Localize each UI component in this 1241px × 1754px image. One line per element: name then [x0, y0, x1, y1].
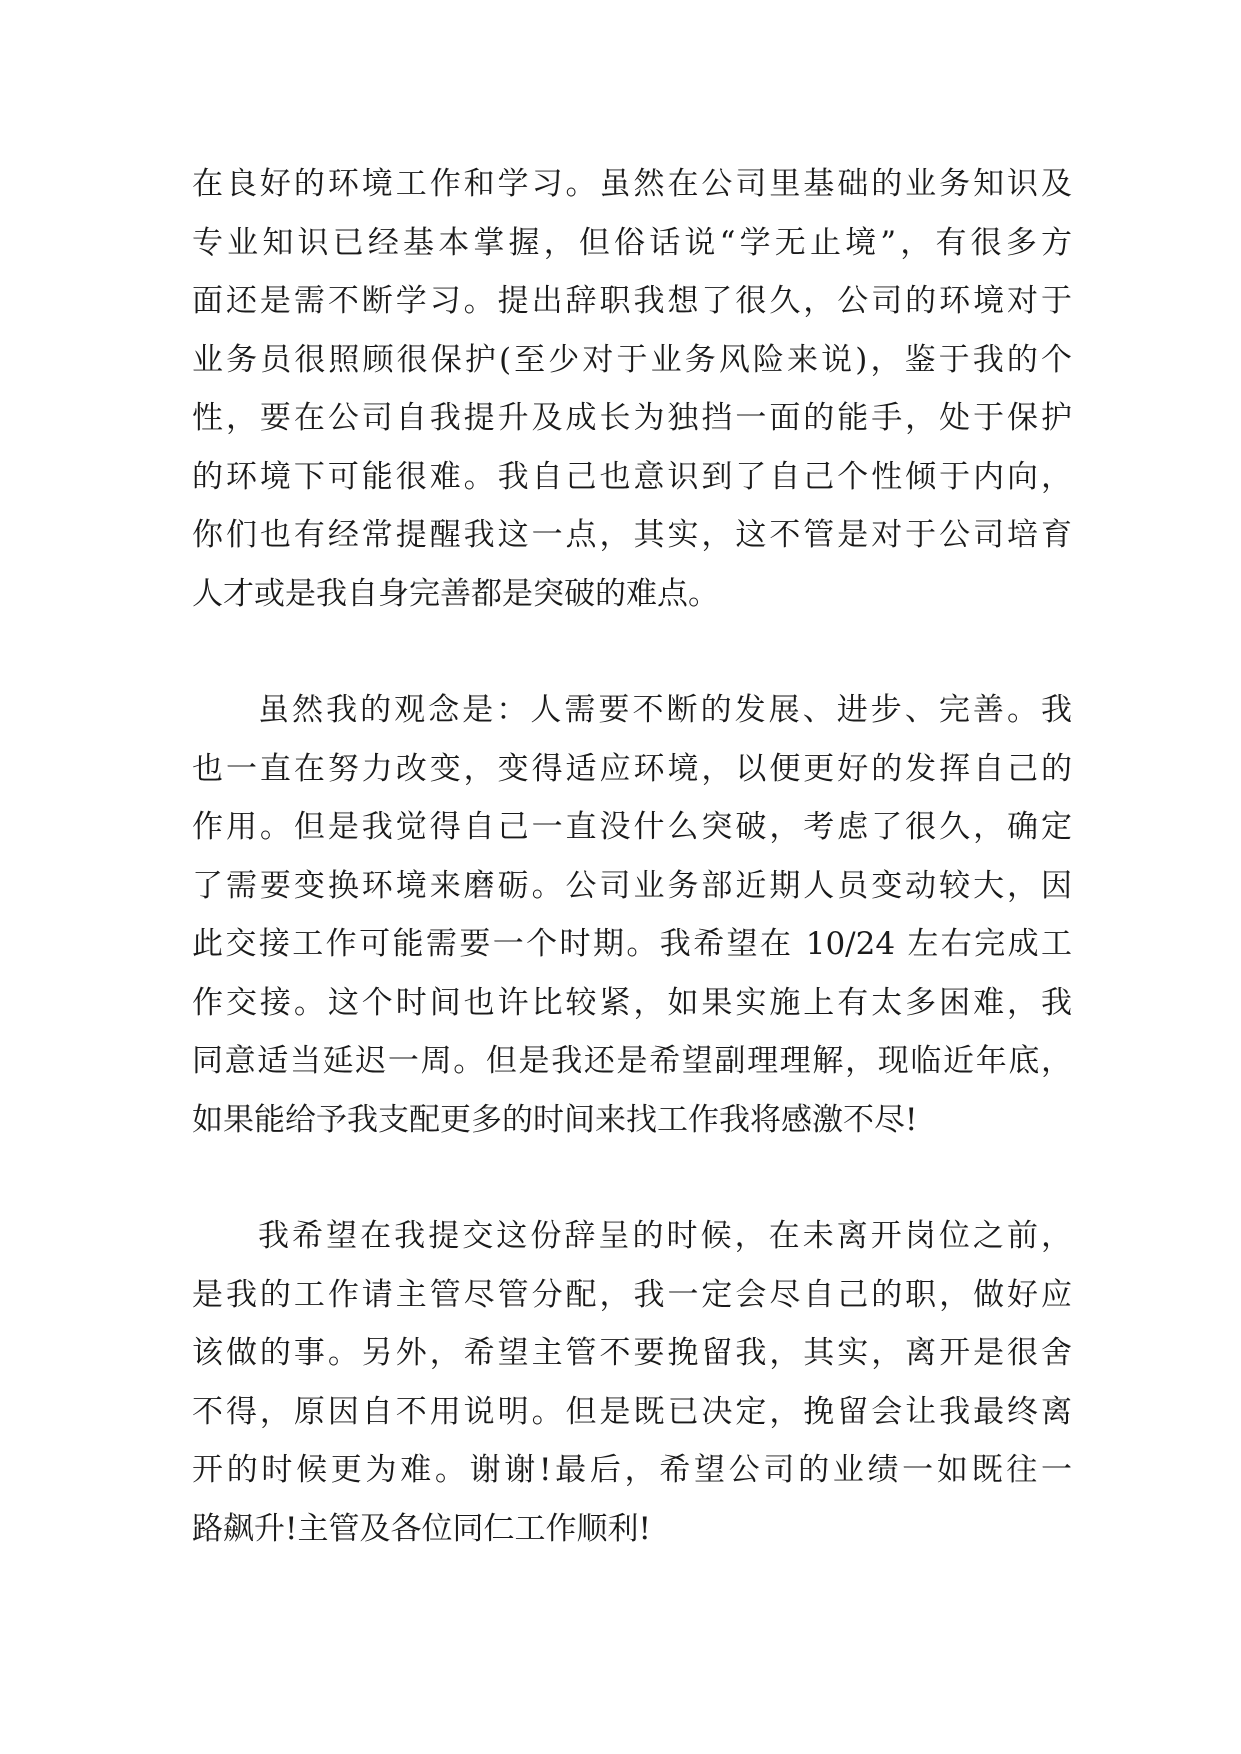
- text-line: 如果能给予我支配更多的时间来找工作我将感激不尽!: [192, 1101, 918, 1138]
- text-line: 不得，原因自不用说明。但是既已决定，挽留会让我最终离: [192, 1393, 1072, 1430]
- text-line: 你们也有经常提醒我这一点，其实，这不管是对于公司培育: [192, 517, 1072, 553]
- paragraph-2: [192, 681, 1072, 1149]
- text-line: 在良好的环境工作和学习。虽然在公司里基础的业务知识及: [192, 166, 1072, 202]
- text-line: 路飙升!主管及各位同仁工作顺利!: [192, 1510, 651, 1547]
- paragraph-1: [192, 155, 1072, 623]
- text-line: 业务员很照顾很保护(至少对于业务风险来说)，鉴于我的个: [192, 341, 1072, 378]
- text-line: 了需要变换环境来磨砺。公司业务部近期人员变动较大，因: [192, 867, 1072, 904]
- text-line: 的环境下可能很难。我自己也意识到了自己个性倾于内向，: [192, 458, 1072, 495]
- text-line: 同意适当延迟一周。但是我还是希望副理理解，现临近年底，: [192, 1043, 1072, 1079]
- text-line: 作交接。这个时间也许比较紧，如果实施上有太多困难，我: [192, 984, 1072, 1021]
- text-line: 此交接工作可能需要一个时期。我希望在 10/24 左右完成工: [192, 926, 1072, 962]
- text-line: 也一直在努力改变，变得适应环境，以便更好的发挥自己的: [192, 750, 1072, 787]
- text-line: 专业知识已经基本掌握，但俗话说“学无止境”，有很多方: [192, 224, 1072, 261]
- text-line: 人才或是我自身完善都是突破的难点。: [192, 575, 719, 612]
- document-body: [192, 155, 1072, 1558]
- text-line: 作用。但是我觉得自己一直没什么突破，考虑了很久，确定: [192, 809, 1072, 845]
- text-line: 面还是需不断学习。提出辞职我想了很久，公司的环境对于: [192, 283, 1072, 319]
- text-line: 性，要在公司自我提升及成长为独挡一面的能手，处于保护: [192, 400, 1072, 436]
- text-line: 该做的事。另外，希望主管不要挽留我，其实，离开是很舍: [192, 1335, 1072, 1371]
- paragraph-3: [192, 1207, 1072, 1558]
- text-line: 我希望在我提交这份辞呈的时候，在未离开岗位之前，: [258, 1218, 1072, 1254]
- text-line: 开的时候更为难。谢谢!最后，希望公司的业绩一如既往一: [192, 1452, 1072, 1488]
- text-line: 虽然我的观念是：人需要不断的发展、进步、完善。我: [258, 692, 1072, 728]
- text-line: 是我的工作请主管尽管分配，我一定会尽自己的职，做好应: [192, 1276, 1072, 1313]
